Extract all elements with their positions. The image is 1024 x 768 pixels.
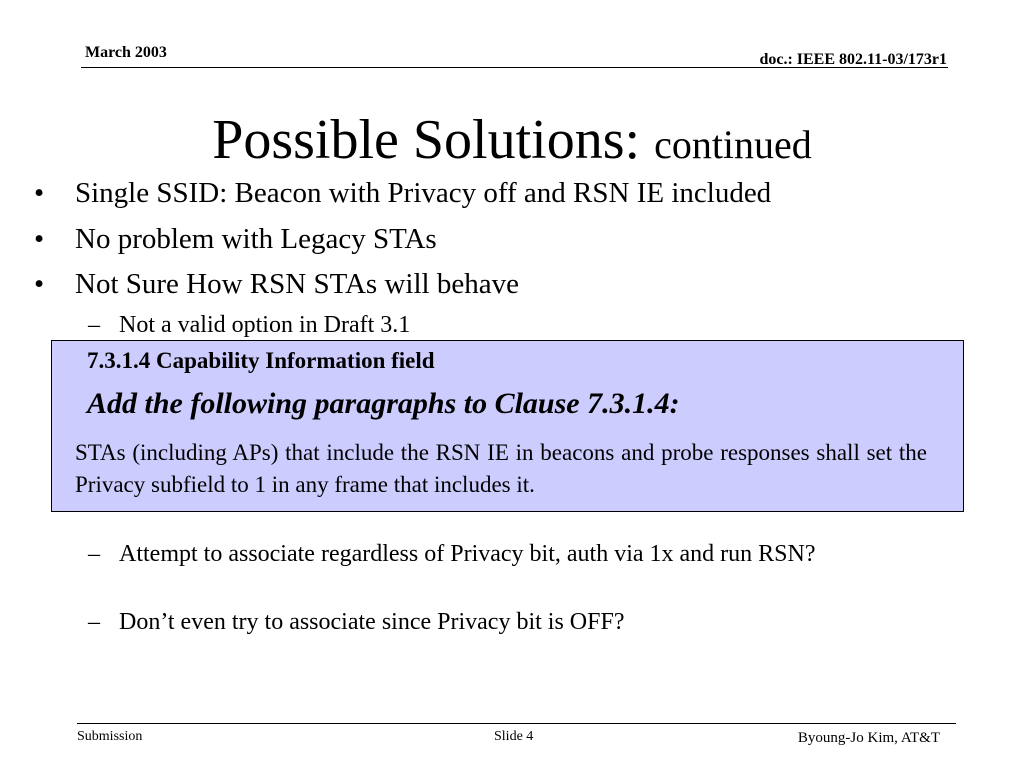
callout-instruction: Add the following paragraphs to Clause 7.3.1.4: xyxy=(87,387,680,420)
callout-box xyxy=(51,340,964,512)
bullet-dot-icon: • xyxy=(34,177,45,209)
header-doc-id: doc.: IEEE 802.11-03/173r1 xyxy=(759,51,947,68)
footer-author: Byoung-Jo Kim, AT&T xyxy=(797,730,940,746)
slide-title xyxy=(0,108,1024,177)
dash-icon: – xyxy=(88,541,100,567)
callout-body: STAs (including APs) that include the RSN IE in beacons and probe responses shall set the Privacy subfield to 1 in any frame that includes it. xyxy=(75,440,927,497)
sub-bullet-text: Attempt to associate regardless of Privacy bit, auth via 1x and run RSN? xyxy=(119,541,816,567)
header-date: March 2003 xyxy=(85,44,167,61)
bullet-dot-icon: • xyxy=(34,223,45,255)
callout-heading: 7.3.1.4 Capability Information field xyxy=(87,348,435,373)
slide-title-main: Possible Solutions: xyxy=(212,109,641,171)
sub-bullet-text: Don’t even try to associate since Privacy bit is OFF? xyxy=(119,609,625,635)
dash-icon: – xyxy=(88,312,100,338)
footer-divider xyxy=(77,723,956,724)
bullet-text: Single SSID: Beacon with Privacy off and RSN IE included xyxy=(75,177,772,209)
dash-icon: – xyxy=(88,609,100,635)
bullet-text: No problem with Legacy STAs xyxy=(75,223,437,255)
footer-slide-number: Slide 4 xyxy=(494,729,534,744)
slide-title-sub: continued xyxy=(654,122,812,167)
bullet-dot-icon: • xyxy=(34,268,45,300)
sub-bullet-text: Not a valid option in Draft 3.1 xyxy=(119,312,411,338)
bullet-text: Not Sure How RSN STAs will behave xyxy=(75,268,519,300)
footer-submission: Submission xyxy=(77,729,143,744)
header-divider xyxy=(81,67,948,68)
